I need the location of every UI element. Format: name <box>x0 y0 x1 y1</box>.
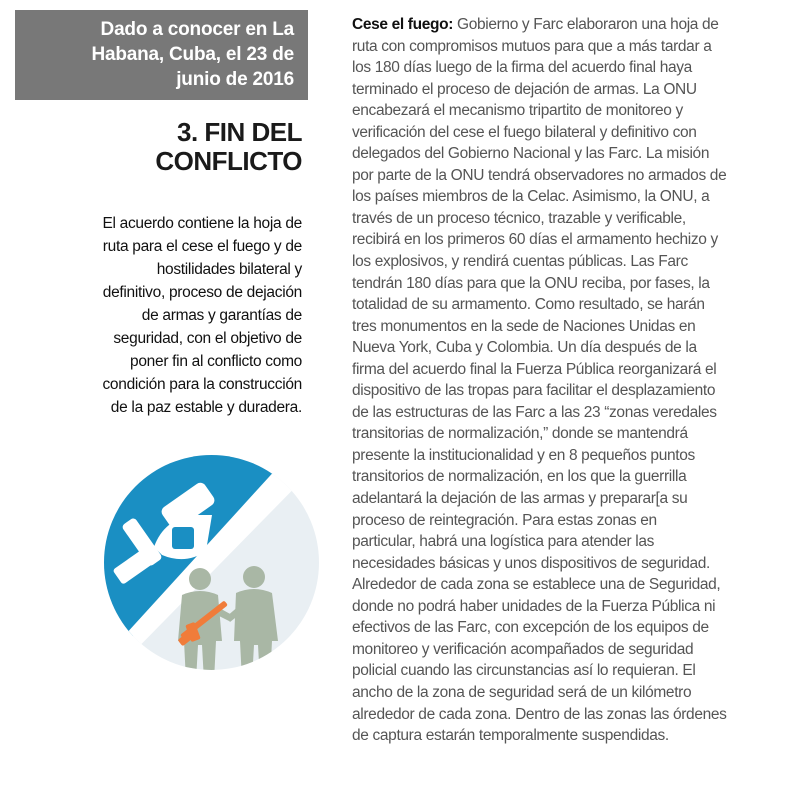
summary-line: definitivo, proceso de dejación <box>102 284 302 301</box>
body-line: terminado el proceso de dejación de armas. La ONU <box>352 80 697 98</box>
body-line: recibirá en los primeros 60 días el armamento hechizo y <box>352 231 718 249</box>
body-line: encabezará el mecanismo tripartito de monitoreo y <box>352 102 683 120</box>
summary-line: seguridad, con el objetivo de <box>113 330 302 347</box>
summary-line: de armas y garantías de <box>141 307 302 324</box>
date-line-3: junio de 2016 <box>176 69 294 90</box>
summary-paragraph <box>40 212 302 419</box>
summary-line: ruta para el cese el fuego y de <box>102 238 302 255</box>
body-line: firma del acuerdo final la Fuerza Pública reorganizará el <box>352 360 717 378</box>
body-line: tres monumentos en la sede de Naciones Unidas en <box>352 317 696 335</box>
body-line: proceso de reintegración. Para estas zonas en <box>352 511 657 529</box>
body-line: transitorios de normalización, en los que la guerrilla <box>352 468 687 486</box>
body-line: por parte de la ONU tendrá observadores no armados de <box>352 166 727 184</box>
date-banner <box>15 10 308 100</box>
body-line: totalidad de su armamento. Como resultado, se harán <box>352 296 705 314</box>
body-line: presente la institucionalidad y en 8 pequeños puntos <box>352 446 695 464</box>
summary-line: El acuerdo contiene la hoja de <box>102 215 302 232</box>
body-line: los explosivos, y rendirá cuentas públicas. Las Farc <box>352 253 688 271</box>
body-line: Nueva York, Cuba y Colombia. Un día después de la <box>352 339 697 357</box>
body-line: de captura estarán temporalmente suspendidas. <box>352 727 669 745</box>
handshake-ceasefire-icon <box>104 455 319 670</box>
body-line: delegados del Gobierno Nacional y las Farc. La misión <box>352 145 710 163</box>
body-line <box>352 14 792 36</box>
body-line: dispositivo de las tropas para facilitar el desplazamiento <box>352 382 716 400</box>
body-line: necesidades básicas y unos dispositivos de seguridad. <box>352 554 710 572</box>
section-title <box>42 118 302 176</box>
body-line: adelantará la dejación de las armas y preparar[a su <box>352 490 688 508</box>
body-line: policial cuando las circunstancias así lo requieran. El <box>352 662 696 680</box>
body-line: Alrededor de cada zona se establece una de Seguridad, <box>352 576 721 594</box>
body-line: ruta con compromisos mutuos para que a más tardar a <box>352 37 712 55</box>
body-line: efectivos de las Farc, con excepción de los equipos de <box>352 619 709 637</box>
left-column <box>0 0 330 797</box>
body-line: particular, habrá una logística para atender las <box>352 533 655 551</box>
body-line-text: Gobierno y Farc elaboraron una hoja de <box>453 16 719 33</box>
body-line: través de un proceso técnico, trazable y verificable, <box>352 209 686 227</box>
body-line: alrededor de cada zona. Dentro de las zonas las órdenes <box>352 705 727 723</box>
summary-line: hostilidades bilateral y <box>156 261 302 278</box>
body-paragraph <box>352 14 792 747</box>
summary-line: poner fin al conflicto como <box>130 353 302 370</box>
body-line: los 180 días luego de la firma del acuerdo final haya <box>352 59 692 77</box>
body-line: verificación del cese el fuego bilateral y definitivo con <box>352 123 697 141</box>
date-line-2: Habana, Cuba, el 23 de <box>91 44 294 65</box>
body-line: monitoreo y verificación acompañados de seguridad <box>352 640 694 658</box>
body-line: donde no podrá haber unidades de la Fuerza Pública ni <box>352 597 716 615</box>
body-line: de las estructuras de las Farc a las 23 “zonas veredales <box>352 403 717 421</box>
body-lead: Cese el fuego: <box>352 16 454 33</box>
body-line: transitorias de normalización,” donde se mantendrá <box>352 425 688 443</box>
body-line: tendrán 180 días para que la ONU reciba, por fases, la <box>352 274 710 292</box>
body-line: los países miembros de la Celac. Asimismo, la ONU, a <box>352 188 710 206</box>
summary-line: condición para la construcción <box>102 376 302 393</box>
body-line: ancho de la zona de seguridad será de un kilómetro <box>352 683 692 701</box>
date-line-1: Dado a conocer en La <box>100 19 294 40</box>
title-line-1: 3. FIN DEL <box>176 117 302 147</box>
title-line-2: CONFLICTO <box>155 146 302 176</box>
summary-line: de la paz estable y duradera. <box>110 399 302 416</box>
